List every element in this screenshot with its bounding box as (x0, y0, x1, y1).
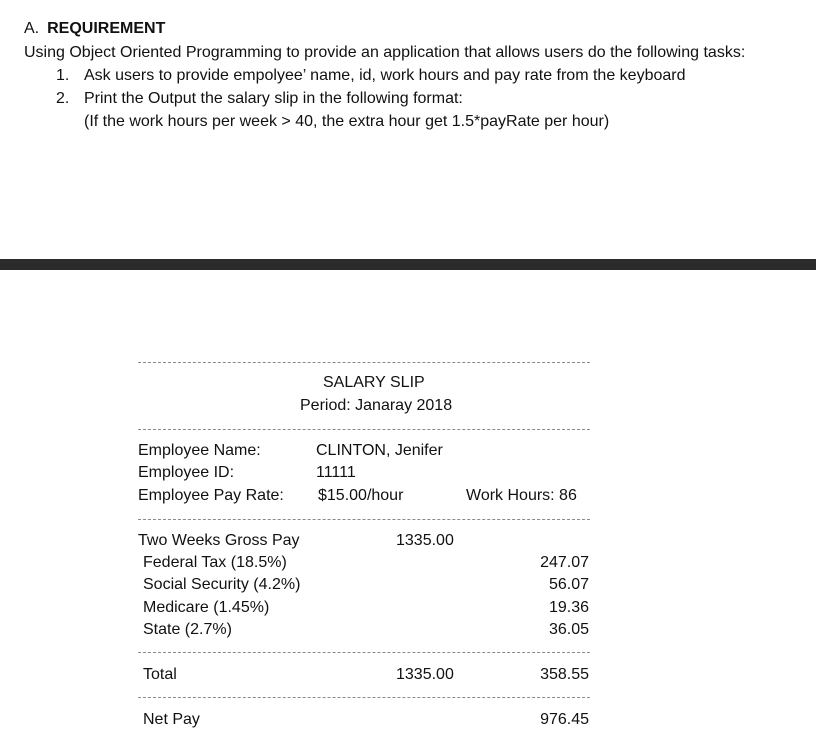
deduction-value: 56.07 (548, 576, 589, 593)
deduction-value: 247.07 (540, 554, 589, 571)
section-title: REQUIREMENT (47, 20, 166, 37)
work-hours: Work Hours: 86 (466, 487, 577, 504)
list-item-number: 1. (56, 67, 70, 84)
slip-period: Period: Janaray 2018 (300, 397, 453, 414)
section-divider (0, 259, 816, 270)
dashed-rule (138, 429, 590, 430)
intro-text: Using Object Oriented Programming to provide an application that allows users do the following tasks: (24, 44, 746, 61)
list-item-text: Print the Output the salary slip in the following format: (84, 90, 463, 107)
slip-title: SALARY SLIP (323, 374, 425, 391)
net-pay-value: 976.45 (540, 711, 589, 728)
deduction-label: Medicare (1.45%) (143, 599, 270, 616)
deduction-value: 36.05 (548, 621, 589, 638)
deduction-label: State (2.7%) (143, 621, 232, 638)
net-pay-label: Net Pay (143, 711, 200, 728)
pay-rate-value: $15.00/hour (318, 487, 404, 504)
deduction-label: Social Security (4.2%) (143, 576, 301, 593)
gross-pay-value: 1335.00 (396, 532, 454, 549)
section-heading (24, 20, 165, 38)
employee-name-label: Employee Name: (138, 442, 261, 459)
employee-name-value: CLINTON, Jenifer (316, 442, 443, 459)
total-gross-value: 1335.00 (396, 666, 454, 683)
pay-rate-label: Employee Pay Rate: (138, 487, 284, 504)
deduction-label: Federal Tax (18.5%) (143, 554, 287, 571)
employee-id-value: 11111 (316, 464, 356, 481)
list-item-number: 2. (56, 90, 70, 107)
dashed-rule (138, 697, 590, 698)
employee-id-label: Employee ID: (138, 464, 235, 481)
section-letter: A. (24, 20, 40, 37)
dashed-rule (138, 362, 590, 363)
total-label: Total (143, 666, 177, 683)
dashed-rule (138, 519, 590, 520)
total-deductions-value: 358.55 (540, 666, 589, 683)
gross-pay-label: Two Weeks Gross Pay (138, 532, 300, 549)
list-item-text: Ask users to provide empolyee’ name, id, work hours and pay rate from the keyboard (84, 67, 686, 84)
deduction-value: 19.36 (548, 599, 589, 616)
overtime-note: (If the work hours per week > 40, the extra hour get 1.5*payRate per hour) (84, 113, 610, 130)
dashed-rule (138, 652, 590, 653)
